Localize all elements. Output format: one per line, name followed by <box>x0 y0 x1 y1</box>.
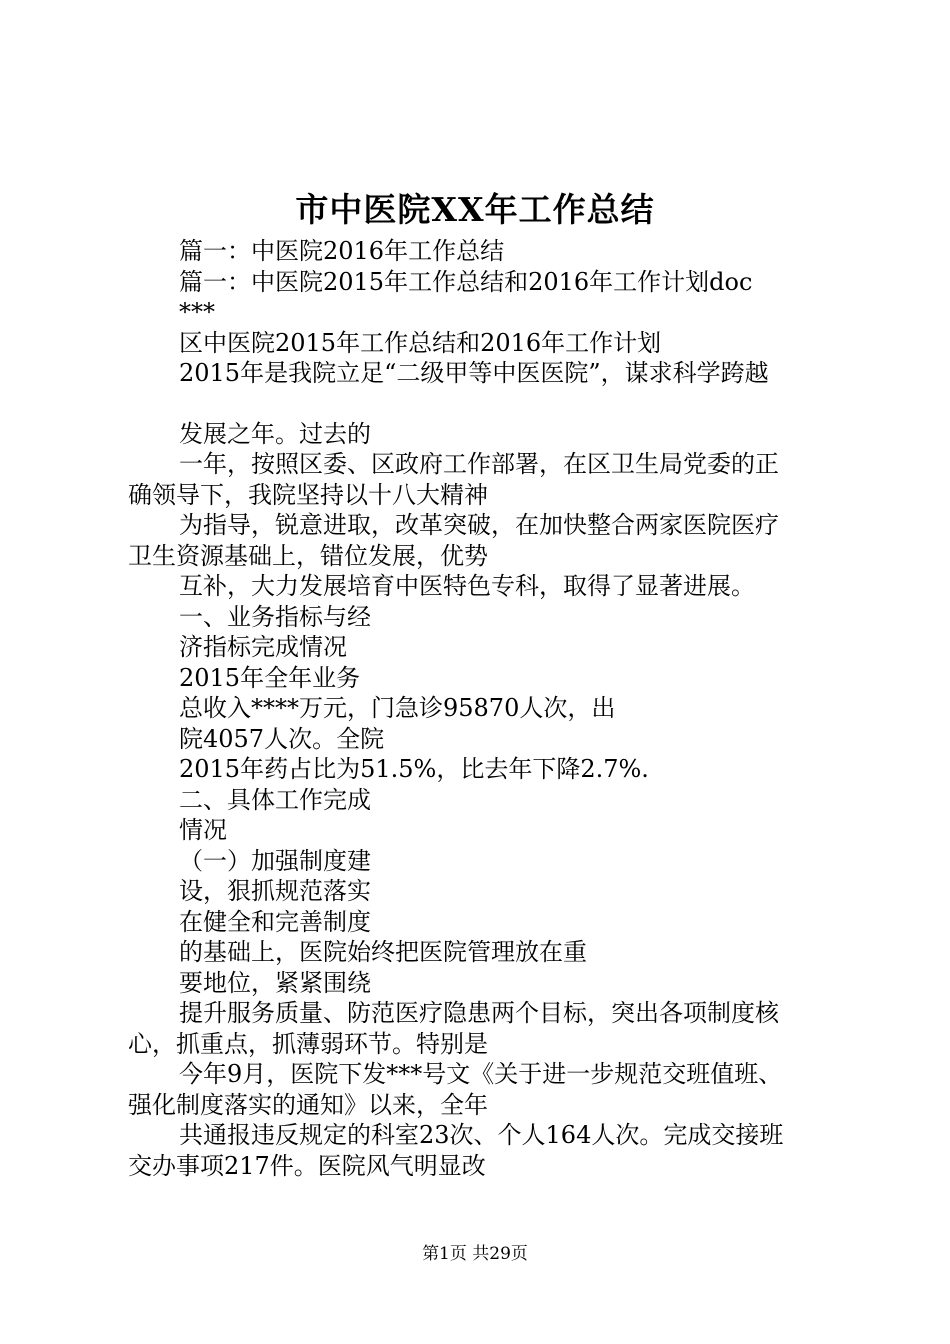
body-line: 交办事项217件。医院风气明显改 <box>128 1151 486 1180</box>
body-line: （一）加强制度建 <box>179 846 371 875</box>
body-line: 情况 <box>179 816 227 844</box>
body-line: 发展之年。过去的 <box>179 419 371 448</box>
body-line: 篇一：中医院2016年工作总结 <box>179 237 505 265</box>
body-line: 设，狠抓规范落实 <box>179 877 371 905</box>
body-line: 一、业务指标与经 <box>179 602 371 631</box>
body-line: 共通报违反规定的科室23次、个人164人次。完成交接班 <box>179 1121 784 1149</box>
body-line: 篇一：中医院2015年工作总结和2016年工作计划doc <box>179 267 753 296</box>
body-line: 一年，按照区委、区政府工作部署，在区卫生局党委的正 <box>179 450 779 478</box>
body-line: 强化制度落实的通知》以来，全年 <box>128 1090 488 1119</box>
document-title: 市中医院XX年工作总结 <box>295 190 655 229</box>
body-line: 确领导下，我院坚持以十八大精神 <box>128 480 488 509</box>
body-line <box>128 389 838 419</box>
body-line: 2015年全年业务 <box>179 663 361 692</box>
body-line: 的基础上，医院始终把医院管理放在重 <box>179 938 587 966</box>
body-line: 总收入****万元，门急诊95870人次，出 <box>179 694 616 722</box>
body-line: 院4057人次。全院 <box>179 724 385 753</box>
document-body <box>128 236 838 1181</box>
body-line: 要地位，紧紧围绕 <box>179 968 371 997</box>
page-footer: 第1页 共29页 <box>422 1244 528 1264</box>
body-line: 济指标完成情况 <box>179 633 347 661</box>
body-line: 2015年是我院立足“二级甲等中医医院”，谋求科学跨越 <box>179 359 769 387</box>
body-line: 在健全和完善制度 <box>179 907 371 936</box>
body-line: 2015年药占比为51.5%，比去年下降2.7%. <box>179 755 649 783</box>
body-line: *** <box>179 298 215 326</box>
body-line: 今年9月，医院下发***号文《关于进一步规范交班值班、 <box>179 1060 783 1088</box>
body-line: 为指导，锐意进取，改革突破，在加快整合两家医院医疗 <box>179 511 779 539</box>
body-line: 卫生资源基础上，错位发展，优势 <box>128 541 488 570</box>
body-line: 互补，大力发展培育中医特色专科，取得了显著进展。 <box>179 572 755 600</box>
body-line: 二、具体工作完成 <box>179 785 371 814</box>
body-line: 心，抓重点，抓薄弱环节。特别是 <box>128 1029 488 1058</box>
body-line: 提升服务质量、防范医疗隐患两个目标，突出各项制度核 <box>179 999 779 1027</box>
body-line: 区中医院2015年工作总结和2016年工作计划 <box>179 328 662 357</box>
